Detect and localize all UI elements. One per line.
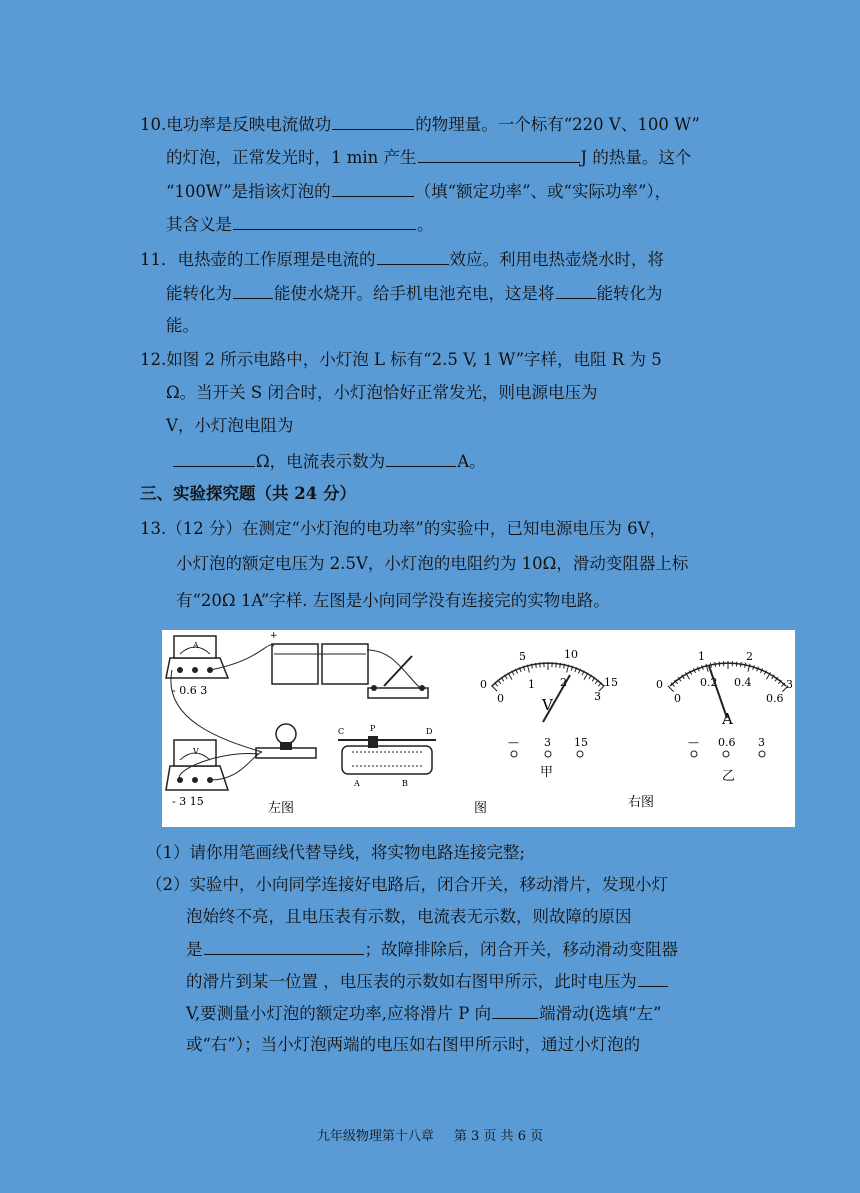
q12-line-2: Ω。当开关 S 闭合时，小灯泡恰好正常发光，则电源电压为 bbox=[166, 383, 598, 402]
amp-big-2: 2 bbox=[746, 650, 753, 663]
ammeter-label: A bbox=[193, 641, 199, 650]
q13-part-2-line-4: 的滑片到某一位置 ，电压表的示数如右图甲所示，此时电压为 bbox=[186, 970, 669, 993]
volt-terminal-minus: — bbox=[508, 736, 519, 749]
amp-terminal-minus: — bbox=[688, 736, 699, 749]
volt-name: 甲 bbox=[540, 765, 554, 780]
volt-small-1: 1 bbox=[528, 678, 535, 691]
q10-line-1: 10.电功率是反映电流做功 的物理量。一个标有“220 V、100 W” bbox=[140, 115, 700, 134]
voltmeter-terminals: - 3 15 bbox=[172, 795, 204, 808]
rheostat-label-b: B bbox=[402, 779, 408, 788]
rheostat-label-d: D bbox=[426, 727, 433, 736]
footer-page: 第 3 页 共 6 页 bbox=[453, 1129, 544, 1144]
bulb-device bbox=[256, 724, 316, 758]
q13-part-1: （1）请你用笔画线代替导线，将实物电路连接完整; bbox=[146, 843, 526, 862]
ammeter-dial bbox=[656, 650, 793, 784]
volt-symbol: V bbox=[542, 696, 553, 714]
left-caption: 左图 bbox=[268, 801, 295, 816]
amp-small-04: 0.4 bbox=[734, 676, 752, 689]
q13-line-3: 有“20Ω 1A”字样. 左图是小向同学没有连接完的实物电路。 bbox=[176, 591, 610, 610]
q11-blank-1[interactable] bbox=[377, 248, 449, 265]
battery-plus: + bbox=[270, 631, 278, 641]
circuit-diagram bbox=[162, 630, 795, 827]
q11-blank-3[interactable] bbox=[556, 282, 596, 299]
q12-blank-3[interactable] bbox=[386, 450, 456, 467]
volt-small-0: 0 bbox=[497, 692, 504, 705]
volt-small-3: 3 bbox=[594, 690, 601, 703]
q11-line-3: 能。 bbox=[166, 316, 199, 335]
amp-big-1: 1 bbox=[698, 650, 705, 663]
q13-part-2-line-1: （2）实验中，小向同学连接好电路后，闭合开关，移动滑片，发现小灯 bbox=[146, 875, 668, 894]
q11-line-1: 11．电热壶的工作原理是电流的 效应。利用电热壶烧水时，将 bbox=[140, 250, 664, 269]
right-caption: 右图 bbox=[628, 795, 655, 810]
q13-blank-voltage[interactable] bbox=[638, 970, 668, 987]
voltmeter-ticks bbox=[491, 662, 604, 691]
q13-blank-cause[interactable] bbox=[204, 938, 364, 955]
q10-blank-1[interactable] bbox=[332, 113, 414, 130]
volt-big-5: 5 bbox=[519, 650, 526, 663]
q11-blank-2[interactable] bbox=[233, 282, 273, 299]
q10-line-2: 的灯泡，正常发光时，1 min 产生 J 的热量。这个 bbox=[166, 148, 692, 167]
q10-line-4: 其含义是 。 bbox=[166, 215, 434, 234]
volt-big-0: 0 bbox=[480, 678, 487, 691]
switch-device bbox=[368, 656, 428, 698]
amp-small-02: 0.2 bbox=[700, 676, 718, 689]
ammeter-terminals: - 0.6 3 bbox=[172, 684, 208, 697]
footer-course: 九年级物理第十八章 bbox=[316, 1129, 434, 1144]
section-heading: 三、实验探究题（共 24 分） bbox=[140, 484, 356, 503]
q12-line-1: 12.如图 2 所示电路中，小灯泡 L 标有“2.5 V, 1 W”字样，电阻 R 为 5 bbox=[140, 350, 662, 369]
q10-blank-4[interactable] bbox=[233, 213, 416, 230]
amp-big-3: 3 bbox=[786, 678, 793, 691]
q13-part-2-line-3: 是 ；故障排除后，闭合开关，移动滑动变阻器 bbox=[186, 940, 678, 959]
voltmeter-label: V bbox=[193, 747, 199, 756]
amp-big-0: 0 bbox=[656, 678, 663, 691]
volt-terminal-15: 15 bbox=[574, 736, 588, 749]
q10-line-3: “100W”是指该灯泡的 （填“额定功率”、或“实际功率”）， bbox=[166, 182, 672, 201]
volt-big-15: 15 bbox=[604, 676, 618, 689]
q13-line-2: 小灯泡的额定电压为 2.5V，小灯泡的电阻约为 10Ω，滑动变阻器上标 bbox=[176, 554, 689, 573]
ammeter-device bbox=[166, 636, 228, 697]
amp-symbol: A bbox=[722, 710, 733, 728]
voltmeter-dial bbox=[480, 648, 618, 780]
q12-blank-2[interactable] bbox=[173, 450, 255, 467]
amp-terminal-06: 0.6 bbox=[718, 736, 736, 749]
q10-blank-3[interactable] bbox=[332, 180, 414, 197]
q13-part-2-line-6: 或“右”）；当小灯泡两端的电压如右图甲所示时，通过小灯泡的 bbox=[186, 1035, 641, 1054]
q13-part-2-line-5: V,要测量小灯泡的额定功率,应将滑片 P 向 端滑动(选填“左” bbox=[186, 1004, 662, 1023]
ammeter-ticks bbox=[668, 661, 788, 692]
q12-line-4: Ω，电流表示数为 A。 bbox=[172, 450, 486, 473]
volt-big-10: 10 bbox=[564, 648, 578, 661]
q10-blank-2[interactable] bbox=[418, 146, 580, 163]
rheostat-label-p: P bbox=[370, 724, 376, 733]
circuit-figure bbox=[162, 630, 795, 827]
rheostat-device bbox=[338, 724, 436, 788]
rheostat-label-c: C bbox=[338, 727, 345, 736]
voltmeter-device bbox=[166, 740, 228, 808]
battery-device bbox=[270, 631, 368, 684]
q12-line-3: V，小灯泡电阻为 bbox=[166, 416, 294, 435]
volt-small-2: 2 bbox=[560, 676, 567, 689]
q13-part-2-line-2: 泡始终不亮，且电压表有示数，电流表无示数，则故障的原因 bbox=[186, 907, 632, 926]
volt-terminal-3: 3 bbox=[544, 736, 551, 749]
amp-name: 乙 bbox=[722, 769, 736, 784]
q13-line-1: 13.（12 分）在测定“小灯泡的电功率”的实验中，已知电源电压为 6V， bbox=[140, 519, 667, 538]
mid-caption: 图 bbox=[474, 801, 488, 816]
amp-small-06: 0.6 bbox=[766, 692, 784, 705]
q11-line-2: 能转化为 能使水烧开。给手机电池充电，这是将 能转化为 bbox=[166, 284, 663, 303]
amp-terminal-3: 3 bbox=[758, 736, 765, 749]
page-footer bbox=[0, 1125, 860, 1144]
rheostat-label-a: A bbox=[354, 779, 360, 788]
q13-blank-direction[interactable] bbox=[492, 1002, 538, 1019]
amp-small-0: 0 bbox=[674, 692, 681, 705]
